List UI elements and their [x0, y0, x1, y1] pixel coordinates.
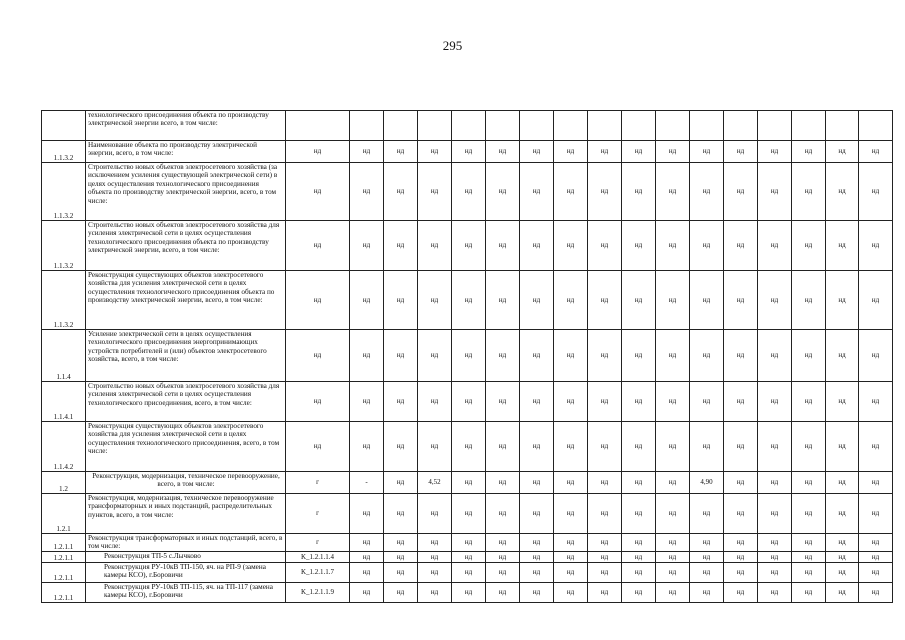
value-cell: нд: [859, 552, 893, 563]
value-cell: нд: [418, 163, 452, 221]
value-cell: нд: [622, 330, 656, 382]
table-row: [42, 552, 893, 563]
value-cell: нд: [792, 422, 826, 472]
value-cell: нд: [622, 163, 656, 221]
value-cell: нд: [859, 494, 893, 534]
value-cell: нд: [486, 271, 520, 330]
value-cell: нд: [859, 583, 893, 603]
table-row: [42, 141, 893, 163]
value-cell: нд: [588, 330, 622, 382]
value-cell: нд: [588, 163, 622, 221]
value-cell: нд: [418, 330, 452, 382]
value-cell: нд: [758, 494, 792, 534]
row-code: 1.2: [42, 472, 86, 494]
value-cell: нд: [588, 141, 622, 163]
value-cell: нд: [452, 472, 486, 494]
value-cell: нд: [758, 422, 792, 472]
value-cell: нд: [656, 382, 690, 422]
value-cell: нд: [826, 271, 859, 330]
value-cell: нд: [452, 563, 486, 583]
value-cell: нд: [554, 563, 588, 583]
value-cell: нд: [554, 221, 588, 271]
value-cell: нд: [690, 552, 724, 563]
value-cell: нд: [622, 271, 656, 330]
value-cell: нд: [384, 221, 418, 271]
value-cell: нд: [859, 330, 893, 382]
table-row: [42, 494, 893, 534]
value-cell: [792, 111, 826, 141]
value-cell: нд: [826, 330, 859, 382]
value-cell: нд: [656, 330, 690, 382]
table-row: [42, 111, 893, 141]
value-cell: [452, 111, 486, 141]
value-cell: нд: [554, 534, 588, 552]
value-cell: нд: [690, 534, 724, 552]
value-cell: нд: [758, 141, 792, 163]
value-cell: нд: [724, 494, 758, 534]
value-cell: нд: [588, 382, 622, 422]
value-cell: нд: [758, 583, 792, 603]
value-cell: нд: [554, 141, 588, 163]
value-cell: нд: [486, 141, 520, 163]
value-cell: нд: [792, 583, 826, 603]
value-cell: нд: [384, 583, 418, 603]
value-cell: нд: [486, 330, 520, 382]
value-cell: нд: [859, 163, 893, 221]
value-cell: нд: [554, 271, 588, 330]
value-cell: нд: [554, 472, 588, 494]
value-cell: нд: [452, 330, 486, 382]
value-cell: нд: [520, 563, 554, 583]
value-cell: нд: [418, 494, 452, 534]
value-cell: нд: [520, 163, 554, 221]
value-cell: нд: [792, 563, 826, 583]
value-cell: нд: [554, 422, 588, 472]
value-cell: нд: [520, 141, 554, 163]
value-cell: нд: [690, 494, 724, 534]
value-cell: нд: [384, 552, 418, 563]
row-code: 1.2.1.1: [42, 583, 86, 603]
value-cell: нд: [588, 583, 622, 603]
value-cell: нд: [520, 422, 554, 472]
value-cell: нд: [554, 583, 588, 603]
value-cell: нд: [622, 534, 656, 552]
value-cell: нд: [724, 563, 758, 583]
value-cell: нд: [826, 534, 859, 552]
value-cell: [859, 111, 893, 141]
row-identifier: г: [286, 472, 350, 494]
row-code: 1.1.4: [42, 330, 86, 382]
value-cell: нд: [724, 422, 758, 472]
row-name: Реконструкция РУ-10кВ ТП-115, яч. на ТП-117 (замена камеры КСО), г.Боровичи: [86, 583, 286, 603]
value-cell: нд: [656, 552, 690, 563]
value-cell: нд: [724, 330, 758, 382]
row-name: Наименование объекта по производству электрической энергии, всего, в том числе:: [86, 141, 286, 163]
value-cell: нд: [384, 330, 418, 382]
value-cell: нд: [588, 472, 622, 494]
value-cell: нд: [452, 422, 486, 472]
value-cell: нд: [758, 472, 792, 494]
row-code: 1.1.3.2: [42, 141, 86, 163]
value-cell: нд: [418, 221, 452, 271]
value-cell: нд: [418, 271, 452, 330]
value-cell: нд: [622, 382, 656, 422]
value-cell: нд: [826, 563, 859, 583]
value-cell: нд: [859, 563, 893, 583]
value-cell: нд: [384, 163, 418, 221]
row-name: Реконструкция, модернизация, техническое перевооружение, всего, в том числе:: [86, 472, 286, 494]
value-cell: нд: [486, 422, 520, 472]
value-cell: [656, 111, 690, 141]
value-cell: нд: [826, 472, 859, 494]
value-cell: нд: [520, 494, 554, 534]
row-name: Реконструкция существующих объектов электросетевого хозяйства для усиления электрической сети в целях осуществления технологического присоединения объекта по производству электрической энергии, всего, в том числе:: [86, 271, 286, 330]
value-cell: нд: [554, 494, 588, 534]
value-cell: нд: [758, 382, 792, 422]
value-cell: [384, 111, 418, 141]
value-cell: нд: [384, 141, 418, 163]
value-cell: нд: [622, 141, 656, 163]
row-name: Реконструкция трансформаторных и иных подстанций, всего, в том числе:: [86, 534, 286, 552]
row-name: Усиление электрической сети в целях осуществления технологического присоединения энергопринимающих устройств потребителей и (или) объектов электросетевого хозяйства, всего, в том числе:: [86, 330, 286, 382]
value-cell: нд: [622, 472, 656, 494]
value-cell: нд: [384, 472, 418, 494]
value-cell: нд: [486, 382, 520, 422]
row-identifier: K_1.2.1.1.4: [286, 552, 350, 563]
table-row: [42, 563, 893, 583]
value-cell: нд: [350, 330, 384, 382]
row-identifier: K_1.2.1.1.9: [286, 583, 350, 603]
value-cell: нд: [859, 534, 893, 552]
value-cell: нд: [350, 163, 384, 221]
value-cell: нд: [350, 221, 384, 271]
value-cell: нд: [758, 163, 792, 221]
row-code: 1.2.1.1: [42, 552, 86, 563]
row-identifier: нд: [286, 271, 350, 330]
row-code: 1.1.4.2: [42, 422, 86, 472]
value-cell: нд: [384, 494, 418, 534]
value-cell: нд: [792, 382, 826, 422]
row-identifier: нд: [286, 221, 350, 271]
value-cell: [758, 111, 792, 141]
value-cell: нд: [418, 382, 452, 422]
table-body: [42, 111, 893, 603]
value-cell: нд: [690, 141, 724, 163]
value-cell: нд: [690, 422, 724, 472]
value-cell: нд: [520, 382, 554, 422]
value-cell: нд: [859, 141, 893, 163]
table-row: [42, 472, 893, 494]
row-code: 1.1.4.1: [42, 382, 86, 422]
value-cell: нд: [859, 382, 893, 422]
value-cell: нд: [758, 534, 792, 552]
value-cell: нд: [554, 382, 588, 422]
value-cell: нд: [588, 271, 622, 330]
value-cell: нд: [520, 271, 554, 330]
row-name: Строительство новых объектов электросетевого хозяйства для усиления электрической сети в целях осуществления технологического присоединения, всего, в том числе:: [86, 382, 286, 422]
row-name: Строительство новых объектов электросетевого хозяйства для усиления электрической сети в целях осуществления технологического присоединения объекта по производству электрической энергии, всего, в том числе:: [86, 221, 286, 271]
value-cell: нд: [792, 472, 826, 494]
row-name: Строительство новых объектов электросетевого хозяйства (за исключением усиления существующей электрической сети) в целях осуществления технологического присоединения объекта по производству электрической энергии, всего, в том числе:: [86, 163, 286, 221]
value-cell: нд: [384, 422, 418, 472]
value-cell: нд: [724, 271, 758, 330]
value-cell: нд: [486, 534, 520, 552]
value-cell: нд: [350, 271, 384, 330]
value-cell: нд: [452, 583, 486, 603]
value-cell: нд: [418, 552, 452, 563]
value-cell: нд: [690, 583, 724, 603]
value-cell: -: [350, 472, 384, 494]
row-identifier: нд: [286, 382, 350, 422]
value-cell: нд: [758, 563, 792, 583]
value-cell: нд: [452, 163, 486, 221]
value-cell: нд: [690, 563, 724, 583]
value-cell: нд: [350, 583, 384, 603]
value-cell: нд: [859, 271, 893, 330]
value-cell: нд: [724, 382, 758, 422]
row-identifier: нд: [286, 163, 350, 221]
value-cell: нд: [622, 583, 656, 603]
value-cell: нд: [622, 221, 656, 271]
value-cell: нд: [758, 330, 792, 382]
value-cell: [486, 111, 520, 141]
value-cell: нд: [826, 583, 859, 603]
value-cell: нд: [486, 494, 520, 534]
value-cell: нд: [656, 271, 690, 330]
value-cell: нд: [826, 221, 859, 271]
value-cell: нд: [724, 534, 758, 552]
value-cell: нд: [486, 583, 520, 603]
table-row: [42, 330, 893, 382]
row-code: 1.1.3.2: [42, 271, 86, 330]
value-cell: нд: [384, 534, 418, 552]
value-cell: нд: [792, 163, 826, 221]
value-cell: нд: [758, 221, 792, 271]
value-cell: нд: [384, 271, 418, 330]
row-identifier: нд: [286, 141, 350, 163]
value-cell: нд: [486, 552, 520, 563]
page-number: 295: [442, 38, 463, 53]
value-cell: [690, 111, 724, 141]
value-cell: нд: [350, 141, 384, 163]
value-cell: нд: [758, 271, 792, 330]
value-cell: нд: [792, 221, 826, 271]
value-cell: нд: [724, 583, 758, 603]
value-cell: нд: [826, 163, 859, 221]
value-cell: нд: [724, 163, 758, 221]
value-cell: нд: [350, 563, 384, 583]
value-cell: нд: [520, 472, 554, 494]
value-cell: нд: [622, 494, 656, 534]
value-cell: нд: [859, 221, 893, 271]
row-name: Реконструкция ТП-5 с.Лычково: [86, 552, 286, 563]
value-cell: нд: [826, 494, 859, 534]
value-cell: нд: [452, 221, 486, 271]
value-cell: [418, 111, 452, 141]
value-cell: нд: [758, 552, 792, 563]
value-cell: нд: [656, 563, 690, 583]
investment-table: [41, 110, 893, 603]
value-cell: нд: [724, 472, 758, 494]
table-row: [42, 422, 893, 472]
row-code: 1.1.3.2: [42, 163, 86, 221]
value-cell: нд: [452, 534, 486, 552]
value-cell: нд: [520, 552, 554, 563]
value-cell: нд: [418, 422, 452, 472]
row-code: [42, 111, 86, 141]
value-cell: нд: [350, 382, 384, 422]
value-cell: нд: [350, 534, 384, 552]
value-cell: [554, 111, 588, 141]
value-cell: нд: [588, 494, 622, 534]
value-cell: [588, 111, 622, 141]
value-cell: нд: [384, 563, 418, 583]
row-identifier: [286, 111, 350, 141]
value-cell: нд: [792, 534, 826, 552]
value-cell: нд: [452, 141, 486, 163]
value-cell: нд: [656, 141, 690, 163]
row-code: 1.2.1.1: [42, 563, 86, 583]
value-cell: нд: [486, 563, 520, 583]
value-cell: нд: [554, 552, 588, 563]
value-cell: [826, 111, 859, 141]
table-row: [42, 583, 893, 603]
value-cell: 4,90: [690, 472, 724, 494]
value-cell: нд: [792, 552, 826, 563]
value-cell: нд: [690, 271, 724, 330]
value-cell: нд: [724, 221, 758, 271]
value-cell: нд: [690, 330, 724, 382]
value-cell: нд: [656, 221, 690, 271]
value-cell: нд: [418, 141, 452, 163]
row-name: Реконструкция существующих объектов электросетевого хозяйства для усиления электрической сети в целях осуществления технологического присоединения, всего, в том числе:: [86, 422, 286, 472]
value-cell: нд: [859, 422, 893, 472]
value-cell: нд: [350, 494, 384, 534]
value-cell: нд: [350, 422, 384, 472]
value-cell: нд: [690, 163, 724, 221]
row-identifier: г: [286, 494, 350, 534]
table-row: [42, 271, 893, 330]
row-code: 1.2.1.1: [42, 534, 86, 552]
value-cell: нд: [588, 422, 622, 472]
value-cell: нд: [826, 141, 859, 163]
value-cell: нд: [418, 563, 452, 583]
value-cell: нд: [588, 552, 622, 563]
row-identifier: нд: [286, 422, 350, 472]
value-cell: нд: [452, 552, 486, 563]
value-cell: нд: [350, 552, 384, 563]
value-cell: нд: [588, 534, 622, 552]
value-cell: нд: [724, 552, 758, 563]
value-cell: [350, 111, 384, 141]
table-row: [42, 221, 893, 271]
value-cell: нд: [554, 330, 588, 382]
table-row: [42, 163, 893, 221]
value-cell: нд: [452, 494, 486, 534]
row-identifier: K_1.2.1.1.7: [286, 563, 350, 583]
value-cell: нд: [384, 382, 418, 422]
row-code: 1.2.1: [42, 494, 86, 534]
table-row: [42, 382, 893, 422]
value-cell: нд: [792, 330, 826, 382]
value-cell: нд: [520, 330, 554, 382]
value-cell: [520, 111, 554, 141]
value-cell: нд: [656, 494, 690, 534]
value-cell: нд: [826, 422, 859, 472]
value-cell: [724, 111, 758, 141]
value-cell: нд: [520, 221, 554, 271]
value-cell: нд: [826, 382, 859, 422]
value-cell: нд: [554, 163, 588, 221]
value-cell: нд: [690, 382, 724, 422]
row-identifier: г: [286, 534, 350, 552]
value-cell: нд: [792, 141, 826, 163]
value-cell: нд: [656, 534, 690, 552]
row-name: технологического присоединения объекта по производству электрической энергии всего, в том числе:: [86, 111, 286, 141]
table-row: [42, 534, 893, 552]
value-cell: нд: [588, 221, 622, 271]
value-cell: нд: [486, 472, 520, 494]
value-cell: нд: [520, 534, 554, 552]
value-cell: нд: [859, 472, 893, 494]
value-cell: нд: [418, 534, 452, 552]
value-cell: нд: [622, 422, 656, 472]
value-cell: нд: [622, 563, 656, 583]
value-cell: нд: [656, 472, 690, 494]
value-cell: нд: [622, 552, 656, 563]
value-cell: нд: [656, 583, 690, 603]
row-name: Реконструкция РУ-10кВ ТП-150, яч. на РП-9 (замена камеры КСО), г.Боровичи: [86, 563, 286, 583]
value-cell: нд: [418, 583, 452, 603]
value-cell: нд: [690, 221, 724, 271]
value-cell: [622, 111, 656, 141]
value-cell: нд: [520, 583, 554, 603]
value-cell: нд: [792, 271, 826, 330]
value-cell: нд: [724, 141, 758, 163]
row-name: Реконструкция, модернизация, техническое перевооружение трансформаторных и иных подстанций, распределительных пунктов, всего, в том числе:: [86, 494, 286, 534]
row-code: 1.1.3.2: [42, 221, 86, 271]
value-cell: 4,52: [418, 472, 452, 494]
row-identifier: нд: [286, 330, 350, 382]
value-cell: нд: [452, 382, 486, 422]
value-cell: нд: [656, 163, 690, 221]
value-cell: нд: [826, 552, 859, 563]
value-cell: нд: [588, 563, 622, 583]
value-cell: нд: [486, 221, 520, 271]
value-cell: нд: [486, 163, 520, 221]
value-cell: нд: [792, 494, 826, 534]
value-cell: нд: [656, 422, 690, 472]
value-cell: нд: [452, 271, 486, 330]
